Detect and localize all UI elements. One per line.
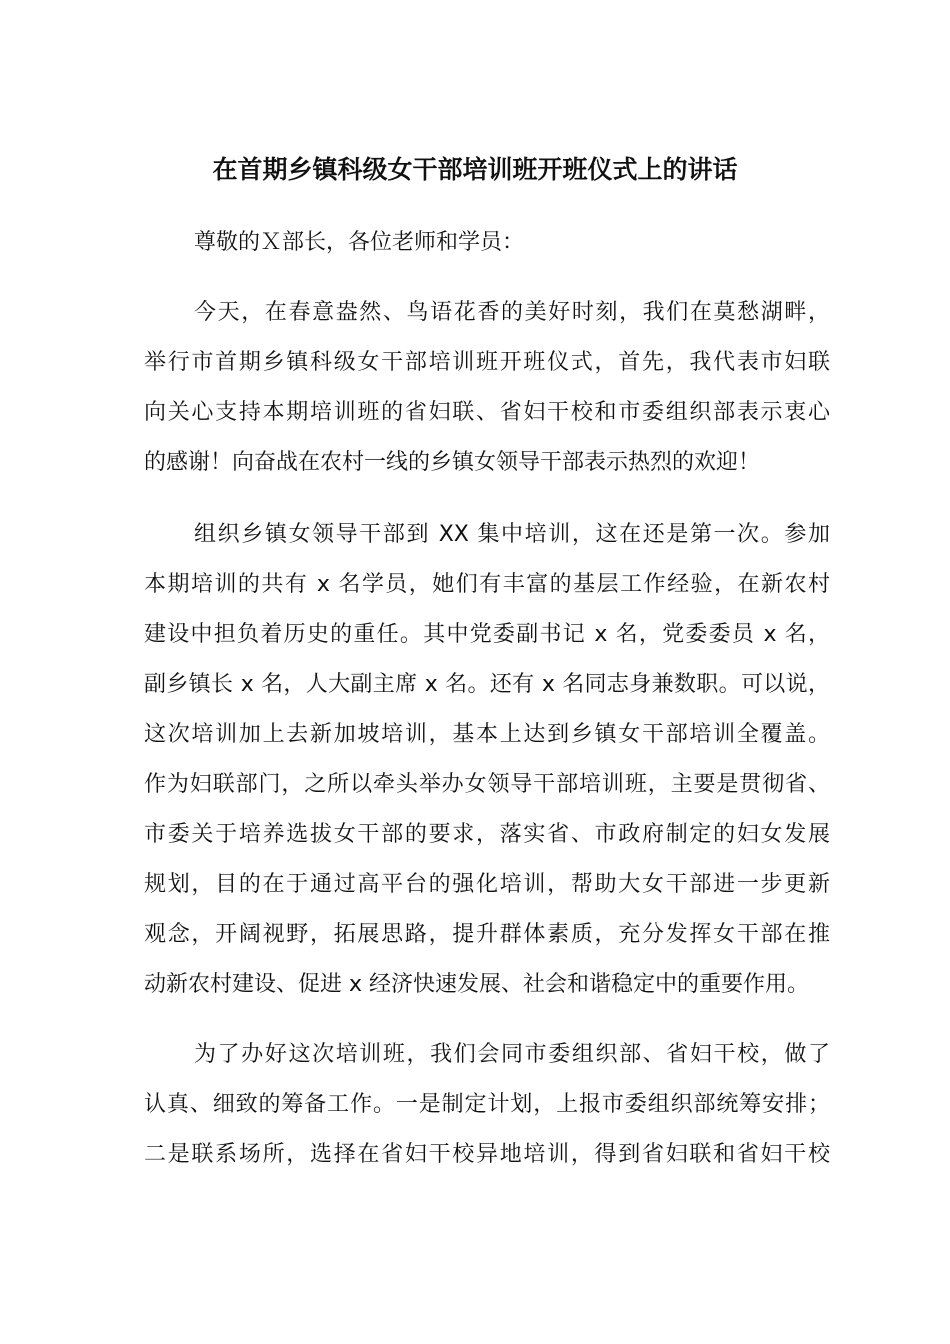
paragraph-line: 向关心支持本期培训班的省妇联、省妇干校和市委组织部表示衷心 — [144, 400, 830, 425]
paragraph-line: 本期培训的共有 x 名学员，她们有丰富的基层工作经验，在新农村 — [144, 572, 830, 597]
paragraph-line: 建设中担负着历史的重任。其中党委副书记 x 名，党委委员 x 名， — [144, 622, 830, 647]
paragraph-1 — [144, 288, 830, 488]
paragraph-line: 市委关于培养选拔女干部的要求，落实省、市政府制定的妇女发展 — [144, 822, 830, 847]
paragraph-line: 二是联系场所，选择在省妇干校异地培训，得到省妇联和省妇干校 — [144, 1142, 830, 1167]
paragraph-line: 举行市首期乡镇科级女干部培训班开班仪式，首先，我代表市妇联 — [144, 350, 830, 375]
paragraph-line: 组织乡镇女领导干部到 XX 集中培训，这在还是第一次。参加 — [194, 522, 830, 547]
paragraph-line: 副乡镇长 x 名，人大副主席 x 名。还有 x 名同志身兼数职。可以说， — [144, 672, 830, 697]
paragraph-line: 为了办好这次培训班，我们会同市委组织部、省妇干校，做了 — [194, 1042, 830, 1067]
paragraph-line: 动新农村建设、促进 x 经济快速发展、社会和谐稳定中的重要作用。 — [144, 972, 810, 997]
paragraph-line: 观念，开阔视野，拓展思路，提升群体素质，充分发挥女干部在推 — [144, 922, 830, 947]
paragraph-3 — [144, 1030, 830, 1180]
paragraph-line: 认真、细致的筹备工作。一是制定计划，上报市委组织部统筹安排； — [144, 1092, 830, 1117]
paragraph-line: 这次培训加上去新加坡培训，基本上达到乡镇女干部培训全覆盖。 — [144, 722, 830, 747]
document-title: 在首期乡镇科级女干部培训班开班仪式上的讲话 — [212, 155, 738, 184]
paragraph-2 — [144, 510, 830, 1010]
paragraph-line: 的感谢！向奋战在农村一线的乡镇女领导干部表示热烈的欢迎！ — [144, 450, 761, 475]
paragraph-line: 规划，目的在于通过高平台的强化培训，帮助大女干部进一步更新 — [144, 872, 830, 897]
paragraph-line: 今天，在春意盎然、鸟语花香的美好时刻，我们在莫愁湖畔， — [194, 300, 830, 325]
paragraph-line: 作为妇联部门，之所以牵头举办女领导干部培训班，主要是贯彻省、 — [144, 772, 830, 797]
salutation: 尊敬的Ｘ部长，各位老师和学员： — [194, 230, 525, 255]
